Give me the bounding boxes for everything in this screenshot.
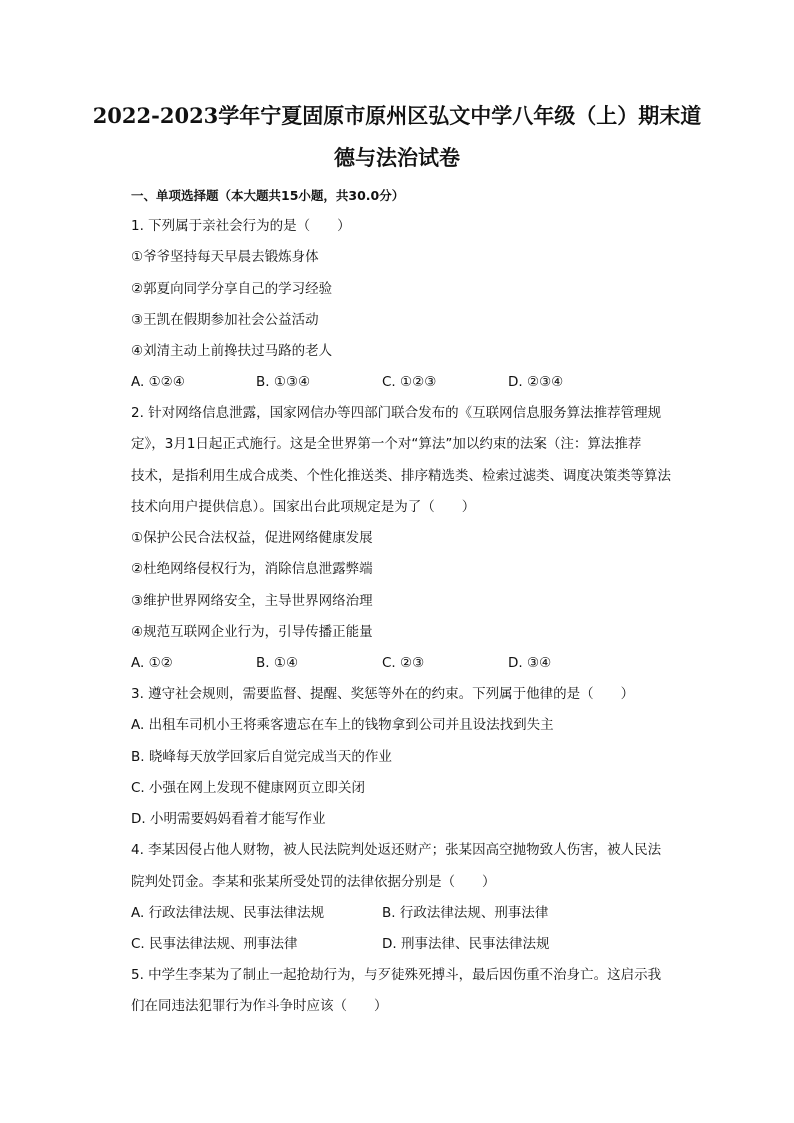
- question-3-option-a: A. 出租车司机小王将乘客遗忘在车上的钱物拿到公司并且设法找到失主: [131, 717, 554, 733]
- exam-title-line-1: 2022-2023学年宁夏固原市原州区弘文中学八年级（上）期末道: [92, 103, 702, 128]
- question-2-item: ①保护公民合法权益，促进网络健康发展: [131, 530, 373, 546]
- question-1-stem: 1. 下列属于亲社会行为的是（ ）: [131, 218, 351, 234]
- question-1-option-a: A. ①②④: [131, 374, 185, 390]
- question-2-stem: 技术向用户提供信息）。国家出台此项规定是为了（ ）: [131, 499, 476, 515]
- question-3-option-d: D. 小明需要妈妈看着才能写作业: [131, 811, 326, 827]
- question-2-item: ④规范互联网企业行为，引导传播正能量: [131, 624, 373, 640]
- section-heading: 一、单项选择题（本大题共15小题，共30.0分）: [131, 188, 405, 203]
- question-2-option-b: B. ①④: [256, 655, 299, 671]
- question-5-stem: 5. 中学生李某为了制止一起抢劫行为，与歹徒殊死搏斗，最后因伤重不治身亡。这启示我: [131, 967, 662, 983]
- question-3-stem: 3. 遵守社会规则，需要监督、提醒、奖惩等外在的约束。下列属于他律的是（ ）: [131, 686, 635, 702]
- question-2-stem: 2. 针对网络信息泄露，国家网信办等四部门联合发布的《互联网信息服务算法推荐管理规: [131, 405, 662, 421]
- question-2-option-d: D. ③④: [508, 655, 552, 671]
- question-4-option-c: C. 民事法律法规、刑事法律: [131, 936, 298, 952]
- question-1-option-d: D. ②③④: [508, 374, 564, 390]
- question-2-option-a: A. ①②: [131, 655, 173, 671]
- question-4-option-a: A. 行政法律法规、民事法律法规: [131, 905, 325, 921]
- question-1-item: ③王凯在假期参加社会公益活动: [131, 312, 319, 328]
- question-4-stem: 4. 李某因侵占他人财物，被人民法院判处返还财产；张某因高空抛物致人伤害，被人民法: [131, 842, 662, 858]
- exam-title-line-2: 德与法治试卷: [334, 145, 460, 170]
- question-4-option-d: D. 刑事法律、民事法律法规: [382, 936, 550, 952]
- question-1-item: ①爷爷坚持每天早晨去锻炼身体: [131, 249, 319, 265]
- question-2-option-c: C. ②③: [382, 655, 425, 671]
- question-2-item: ②杜绝网络侵权行为，消除信息泄露弊端: [131, 561, 373, 577]
- question-2-item: ③维护世界网络安全，主导世界网络治理: [131, 593, 373, 609]
- question-1-item: ②郭夏向同学分享自己的学习经验: [131, 281, 333, 297]
- question-2-stem: 技术，是指利用生成合成类、个性化推送类、排序精选类、检索过滤类、调度决策类等算法: [131, 468, 671, 484]
- question-1-option-c: C. ①②③: [382, 374, 437, 390]
- question-1-item: ④刘清主动上前搀扶过马路的老人: [131, 343, 333, 359]
- question-4-option-b: B. 行政法律法规、刑事法律: [382, 905, 549, 921]
- question-4-stem: 院判处罚金。李某和张某所受处罚的法律依据分别是（ ）: [131, 874, 496, 890]
- question-3-option-b: B. 晓峰每天放学回家后自觉完成当天的作业: [131, 749, 392, 765]
- question-1-option-b: B. ①③④: [256, 374, 311, 390]
- question-3-option-c: C. 小强在网上发现不健康网页立即关闭: [131, 780, 366, 796]
- question-5-stem: 们在同违法犯罪行为作斗争时应该（ ）: [131, 998, 388, 1014]
- question-2-stem: 定》，3月1日起正式施行。这是全世界第一个对“算法”加以约束的法案（注：算法推荐: [131, 436, 642, 452]
